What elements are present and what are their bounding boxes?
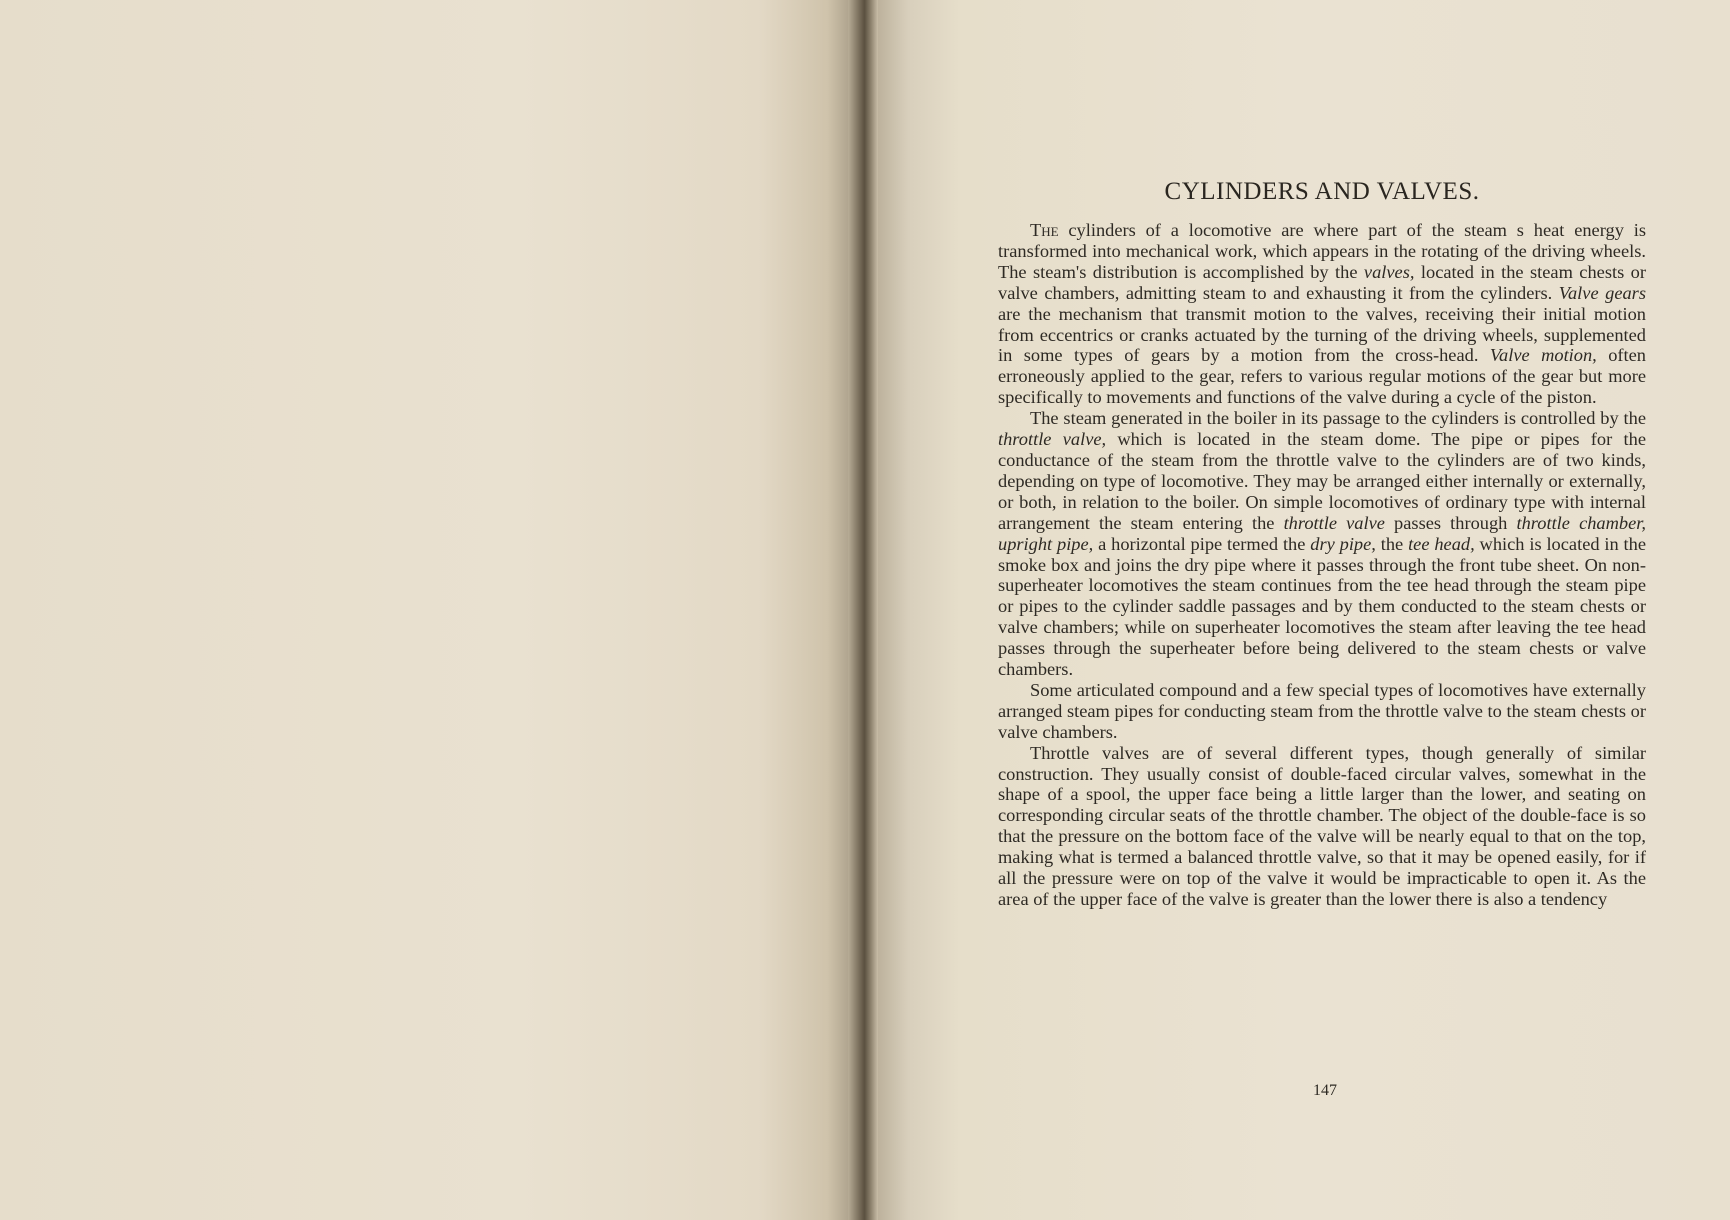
- paragraph-segment: which is located in the smoke box and joins the dry pipe where it passes through the front tube sheet. On non-superheater locomotives the steam continues from the tee head through the steam pipe or pipes to the cylinder saddle passages and by them conducted to the steam chests or valve chambers; while on superheater locomotives the steam after leaving the tee head passes through the superheater before being delivered to the steam chests or valve chambers.: [998, 533, 1647, 680]
- paragraph-segment-italic: Valve gears: [1558, 282, 1646, 303]
- paragraph-segment: The: [1030, 220, 1059, 240]
- paragraph-segment: Throttle valves are of several different types, though generally of similar construction. They usually consist of double-faced circular valves, somewhat in the shape of a spool, the upper face being a little larger than the lower, and seating on corresponding circular seats of the throttle chamber. The object of the double-face is so that the pressure on the bottom face of the valve will be nearly equal to that on the top, making what is termed a balanced throttle valve, so that it may be opened easily, for if all the pressure were on top of the valve it would be impracticable to open it. As the area of the upper face of the valve is greater than the lower there is also a tendency: [998, 742, 1646, 909]
- paragraph-segment-italic: tee head,: [1408, 533, 1475, 554]
- paragraph: [998, 220, 1646, 408]
- paragraph-segment: a horizontal pipe termed the: [1093, 533, 1311, 554]
- page-content: [998, 178, 1646, 910]
- paragraph-segment: cylinders of a locomotive are where part of the steam s heat energy is transformed into mechanical work, which appears in the rotating of the driving wheels. The steam's distribution is accomplished by the: [998, 220, 1646, 282]
- paragraph-segment-italic: throttle chamber, upright pipe,: [998, 512, 1646, 554]
- paragraph-segment-italic: throttle valve: [1283, 512, 1385, 533]
- paragraph-segment: Some articulated compound and a few special types of locomotives have externally arranged steam pipes for conducting steam from the throttle valve to the steam chests or valve chambers.: [998, 679, 1646, 742]
- paragraph-segment-italic: Valve motion,: [1489, 345, 1597, 366]
- paragraph-segment: are the mechanism that transmit motion to the valves, receiving their initial motion from eccentrics or cranks actuated by the turning of the driving wheels, supplemented in some types of gears by a motion from the cross-head.: [998, 303, 1646, 366]
- paragraph-segment-italic: throttle valve,: [998, 429, 1107, 450]
- paragraph-segment: passes through: [1384, 512, 1517, 533]
- paragraph-segment: located in the steam chests or valve chambers, admitting steam to and exhausting it from the cylinders.: [998, 261, 1646, 303]
- paragraph: [998, 743, 1646, 910]
- paragraph-segment: The steam generated in the boiler in its passage to the cylinders is controlled by the: [1030, 408, 1646, 429]
- chapter-heading: CYLINDERS AND VALVES.: [1164, 178, 1480, 205]
- blank-left-page: [0, 0, 862, 1220]
- page-number: 147: [1313, 1082, 1337, 1099]
- paragraph-segment-italic: valves,: [1363, 261, 1415, 282]
- paragraph-segment-italic: dry pipe,: [1310, 533, 1376, 554]
- paragraph: [998, 408, 1646, 680]
- paragraph-segment: the: [1375, 533, 1409, 554]
- paragraph-segment: which is located in the steam dome. The pipe or pipes for the conductance of the steam from the throttle valve to the cylinders are of two kinds, depending on type of locomotive. They may be arranged either internally or externally, or both, in relation to the boiler. On simple locomotives of ordinary type with internal arrangement the steam entering the: [998, 429, 1646, 533]
- paragraph-segment: often erroneously applied to the gear, refers to various regular motions of the gear but more specifically to movements and functions of the valve during a cycle of the piston.: [998, 345, 1646, 408]
- paragraph: [998, 680, 1646, 743]
- book-gutter: [848, 0, 878, 1220]
